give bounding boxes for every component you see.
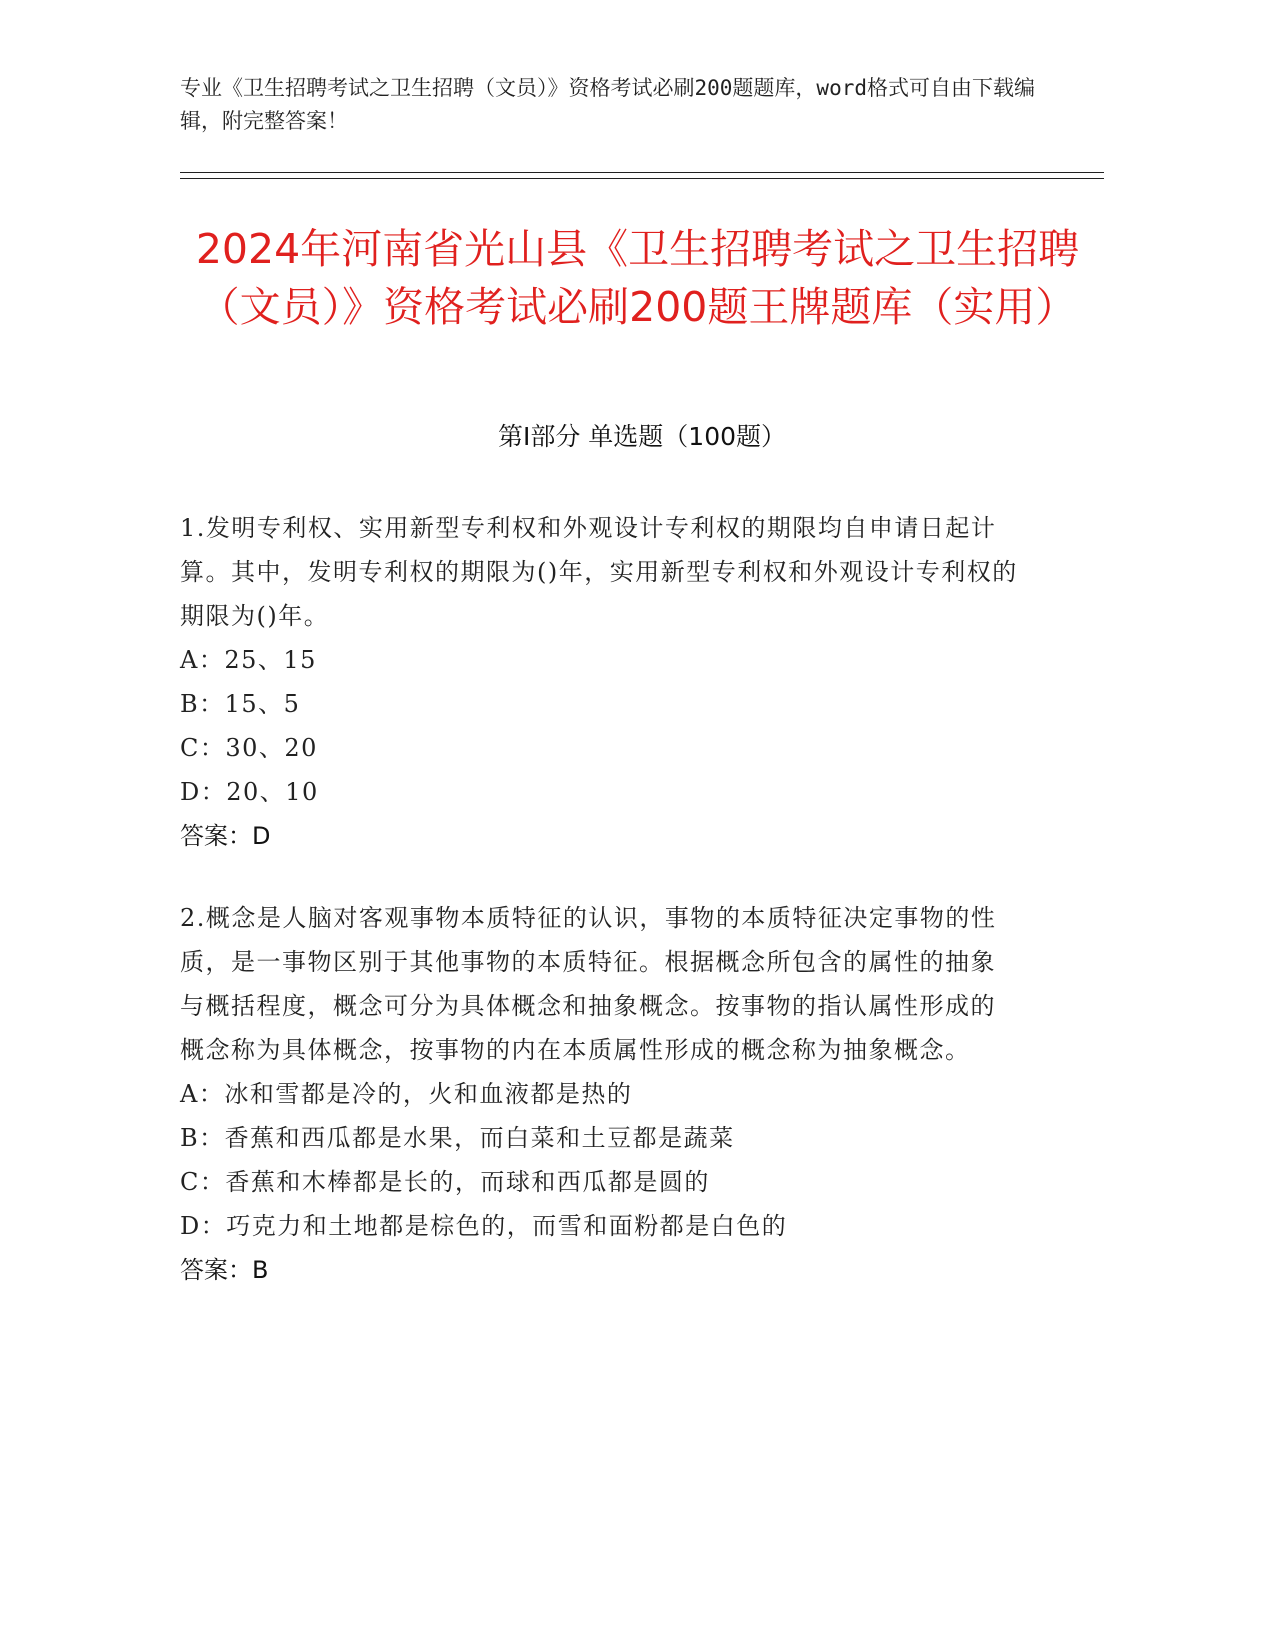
option-b: B：15、5: [180, 690, 301, 718]
header-note: 专业《卫生招聘考试之卫生招聘（文员）》资格考试必刷200题题库，word格式可自由下载编辑，附完整答案！: [180, 76, 1035, 133]
answer: 答案：B: [180, 1256, 269, 1284]
option-a: A：25、15: [180, 646, 317, 674]
option-a: A：冰和雪都是冷的，火和血液都是热的: [180, 1080, 633, 1108]
answer: 答案：D: [180, 822, 271, 850]
option-c: C：30、20: [180, 734, 318, 762]
question-2: [180, 896, 1020, 1292]
question-stem: 1.发明专利权、实用新型专利权和外观设计专利权的期限均自申请日起计算。其中，发明专利权的期限为()年，实用新型专利权和外观设计专利权的期限为()年。: [180, 514, 1018, 630]
option-d: D：20、10: [180, 778, 319, 806]
option-c: C：香蕉和木棒都是长的，而球和西瓜都是圆的: [180, 1168, 710, 1196]
option-d: D：巧克力和土地都是棕色的，而雪和面粉都是白色的: [180, 1212, 788, 1240]
question-1: [180, 506, 1020, 858]
header-divider-bottom: [180, 178, 1104, 179]
document-title: 2024年河南省光山县《卫生招聘考试之卫生招聘（文员）》资格考试必刷200题王牌题库（实用）: [195, 225, 1080, 331]
section-heading: 第Ⅰ部分 单选题（100题）: [497, 422, 787, 451]
question-stem: 2.概念是人脑对客观事物本质特征的认识，事物的本质特征决定事物的性质，是一事物区别于其他事物的本质特征。根据概念所包含的属性的抽象与概括程度，概念可分为具体概念和抽象概念。按事物的指认属性形成的概念称为具体概念，按事物的内在本质属性形成的概念称为抽象概念。: [180, 904, 997, 1064]
option-b: B：香蕉和西瓜都是水果，而白菜和土豆都是蔬菜: [180, 1124, 735, 1152]
header-divider-top: [180, 172, 1104, 173]
